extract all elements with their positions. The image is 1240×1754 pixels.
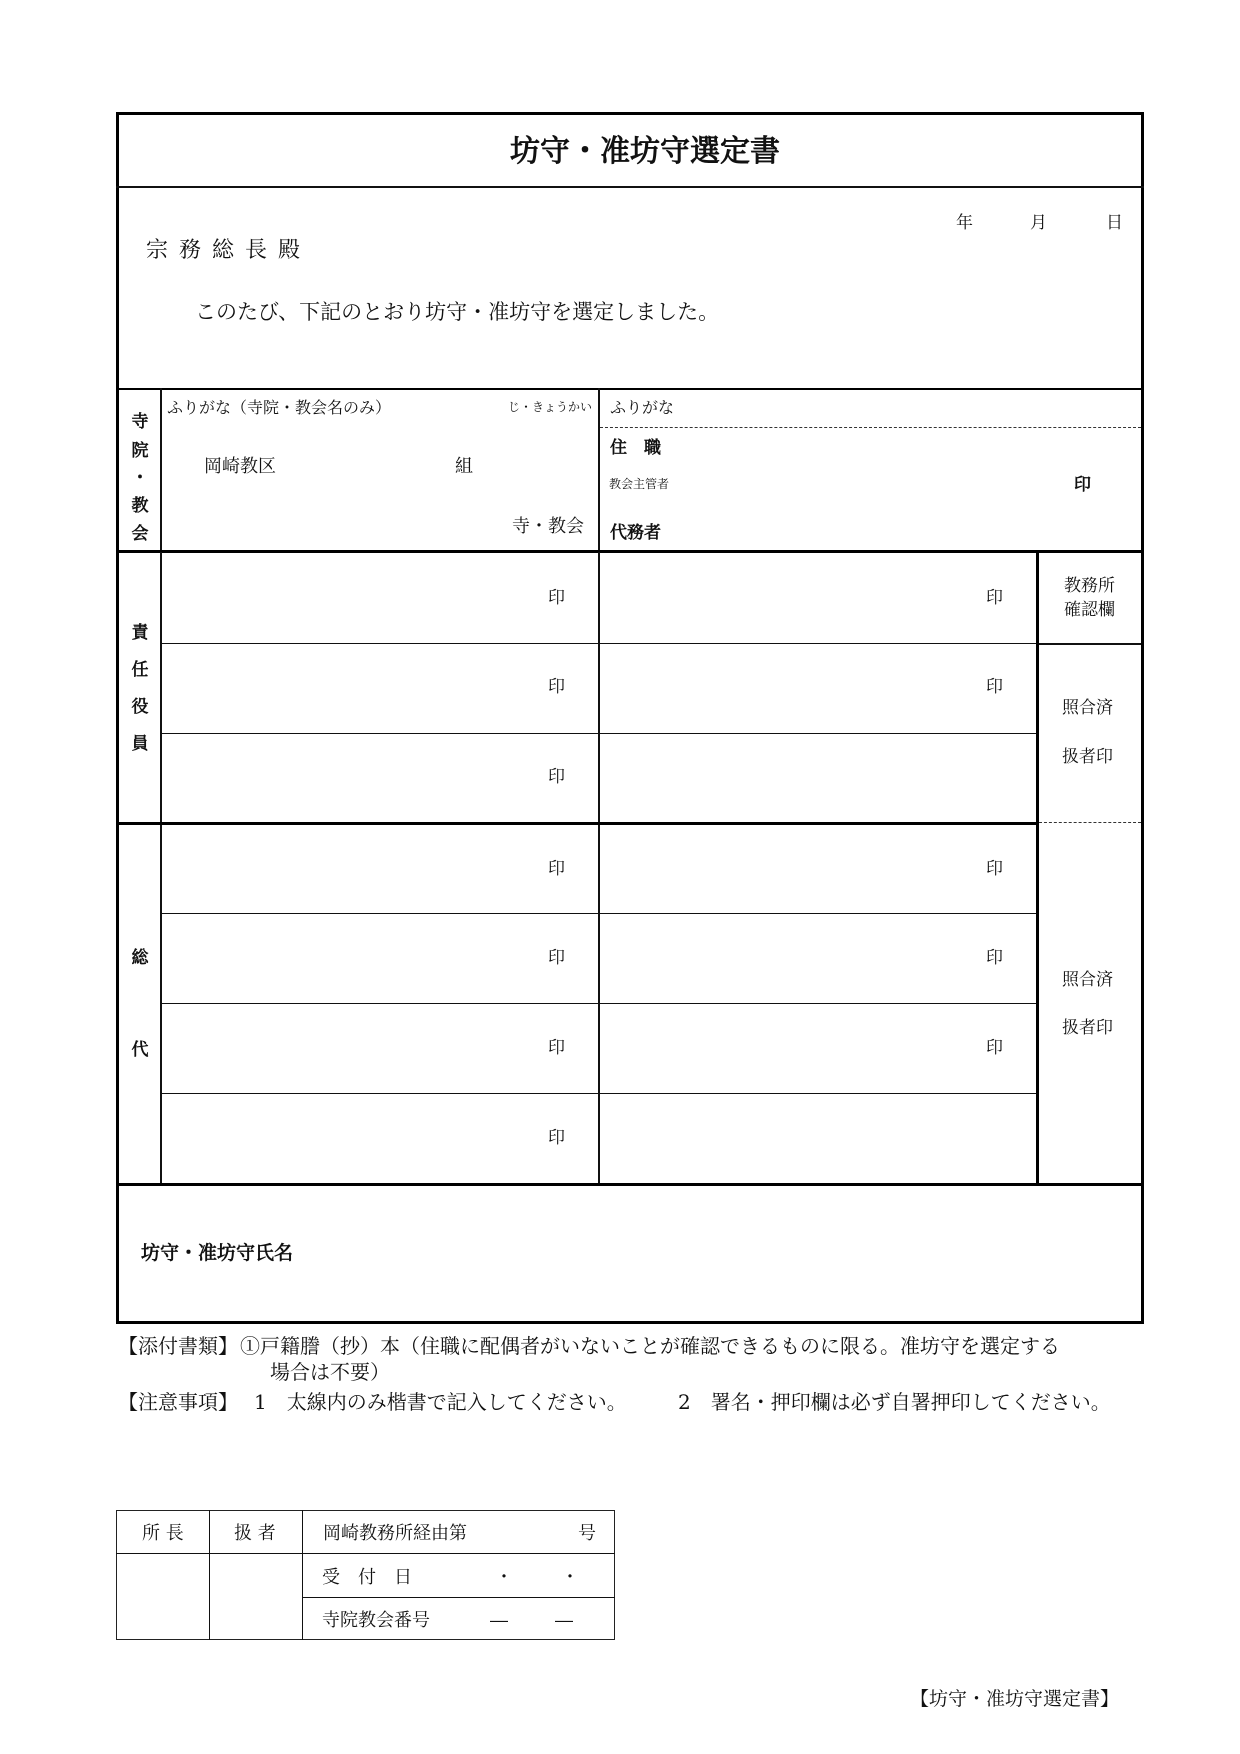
form-border-right — [1141, 112, 1144, 1324]
delegate-seal-1r[interactable]: 印 — [986, 859, 1003, 879]
temple-kumi[interactable]: 組 — [455, 456, 473, 477]
footer-label: 【坊守・准坊守選定書】 — [910, 1688, 1120, 1710]
form-border-bottom — [116, 1321, 1144, 1324]
date-month-label: 月 — [1030, 213, 1047, 233]
rep-role-kyokai: 教会主管者 — [609, 477, 670, 491]
cautions-label: 【注意事項】 — [118, 1390, 238, 1414]
office-box-col-2 — [302, 1510, 303, 1640]
rep-role-daimusha: 代務者 — [610, 523, 661, 543]
officers-label-divider — [160, 552, 162, 1184]
temple-side-label-4: 会 — [131, 524, 149, 544]
office-box-col-1 — [209, 1510, 210, 1640]
office-box-row-2 — [302, 1597, 615, 1598]
temple-side-label-1: 院 — [131, 441, 149, 461]
caution-2: 2 署名・押印欄は必ず自署押印してください。 — [678, 1390, 1111, 1414]
officer-seal-2l[interactable]: 印 — [548, 677, 565, 697]
check-col-divider — [1036, 552, 1039, 1184]
office-box-dash-1: ― — [490, 1610, 508, 1631]
temple-side-label-3: 教 — [131, 496, 149, 516]
officers-mid-divider — [598, 552, 600, 1184]
delegate-seal-4l[interactable]: 印 — [548, 1128, 565, 1148]
temple-suffix[interactable]: 寺・教会 — [512, 516, 584, 537]
temple-side-label-0: 寺 — [131, 412, 149, 432]
temple-section-top — [116, 388, 1144, 390]
office-check-handler-2: 扱者印 — [1062, 1018, 1113, 1038]
delegates-row-line-3 — [161, 1093, 1036, 1094]
temple-furigana-sample: じ・きょうかい — [508, 400, 593, 414]
temple-side-label-2: ・ — [131, 468, 149, 488]
office-check-dash — [1039, 822, 1141, 823]
attachments-text-1: ①戸籍謄（抄）本（住職に配偶者がいないことが確認できるものに限る。准坊守を選定する — [240, 1334, 1060, 1358]
office-check-header-line — [1039, 643, 1141, 645]
office-box-director: 所 長 — [142, 1523, 184, 1544]
office-box-via-number: 岡崎教務所経由第 — [323, 1523, 467, 1544]
attachments-label: 【添付書類】 — [118, 1334, 238, 1358]
officers-side-label-1: 任 — [131, 660, 149, 680]
officer-seal-1r[interactable]: 印 — [986, 588, 1003, 608]
officers-row-line-2 — [161, 733, 1036, 734]
rep-seal[interactable]: 印 — [1074, 475, 1091, 495]
temple-furigana-label: ふりがな（寺院・教会名のみ） — [167, 398, 392, 417]
officers-row-line-1 — [161, 643, 1036, 644]
temple-rep-divider — [598, 388, 600, 552]
office-check-header-1: 教務所 — [1064, 576, 1115, 596]
delegate-seal-2l[interactable]: 印 — [548, 948, 565, 968]
attachments-text-2: 場合は不要） — [270, 1360, 390, 1384]
officers-section-bottom — [116, 822, 1037, 825]
office-box-temple-number: 寺院教会番号 — [322, 1610, 430, 1631]
addressee: 宗 務 総 長 殿 — [146, 238, 302, 263]
form-border-left — [116, 112, 119, 1324]
rep-role-jushoku: 住 職 — [610, 438, 661, 458]
caution-1: 1 太線内のみ楷書で記入してください。 — [254, 1390, 627, 1414]
delegate-seal-3r[interactable]: 印 — [986, 1038, 1003, 1058]
date-year-label: 年 — [956, 213, 973, 233]
title-divider — [116, 186, 1144, 188]
officers-side-label-2: 役 — [131, 697, 149, 717]
delegates-side-label-1: 代 — [131, 1040, 149, 1060]
form-border-top — [116, 112, 1144, 115]
delegates-section-bottom — [116, 1183, 1144, 1186]
office-box-dot-1: ・ — [495, 1567, 513, 1588]
delegate-seal-1l[interactable]: 印 — [548, 859, 565, 879]
office-box-row-1 — [116, 1553, 615, 1554]
delegates-row-line-2 — [161, 1003, 1036, 1004]
temple-label-divider — [160, 388, 162, 552]
date-day-label: 日 — [1106, 213, 1123, 233]
office-box-dash-2: ― — [555, 1610, 573, 1631]
temple-district[interactable]: 岡崎教区 — [204, 456, 276, 477]
bomori-name-label: 坊守・准坊守氏名 — [141, 1242, 294, 1264]
rep-furigana-label: ふりがな — [610, 398, 675, 417]
office-box-number-suffix: 号 — [578, 1523, 596, 1544]
delegate-seal-3l[interactable]: 印 — [548, 1038, 565, 1058]
delegate-seal-2r[interactable]: 印 — [986, 948, 1003, 968]
office-check-handler-1: 扱者印 — [1062, 747, 1113, 767]
officer-seal-3l[interactable]: 印 — [548, 767, 565, 787]
officer-seal-2r[interactable]: 印 — [986, 677, 1003, 697]
office-check-checked-2: 照合済 — [1062, 970, 1113, 990]
rep-furigana-dash — [600, 427, 1141, 428]
office-box-dot-2: ・ — [561, 1567, 579, 1588]
officer-seal-1l[interactable]: 印 — [548, 588, 565, 608]
statement: このたび、下記のとおり坊守・准坊守を選定しました。 — [195, 300, 720, 324]
office-box-handler: 扱 者 — [234, 1523, 276, 1544]
form-title: 坊守・准坊守選定書 — [510, 134, 780, 169]
office-check-header-2: 確認欄 — [1064, 600, 1115, 620]
delegates-side-label-0: 総 — [131, 948, 149, 968]
temple-section-bottom — [116, 550, 1144, 553]
officers-side-label-3: 員 — [131, 734, 149, 754]
officers-side-label-0: 責 — [131, 623, 149, 643]
office-check-checked-1: 照合済 — [1062, 698, 1113, 718]
office-box-received-date: 受 付 日 — [322, 1567, 412, 1588]
delegates-row-line-1 — [161, 913, 1036, 914]
